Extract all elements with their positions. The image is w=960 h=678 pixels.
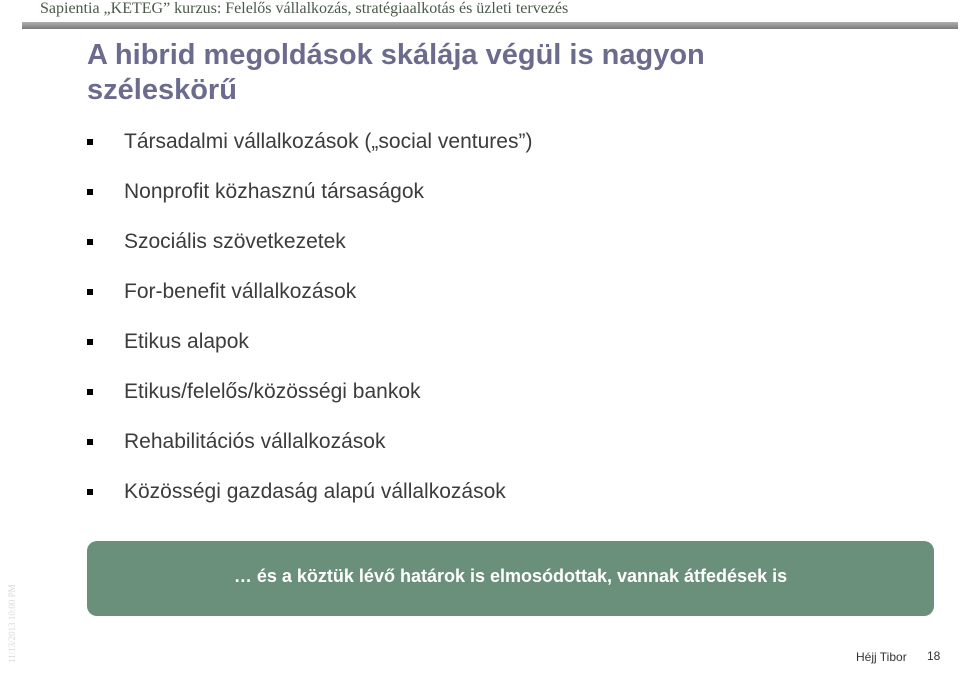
bullet-text: Nonprofit közhasznú társaságok [124,180,424,203]
course-header: Sapientia „KETEG” kurzus: Felelős vállalkozás, stratégiaalkotás és üzleti tervezés [40,0,569,17]
bullet-text: For-benefit vállalkozások [124,280,357,303]
slide-title: A hibrid megoldások skálája végül is nagyon széleskörű [87,39,705,106]
bullet-text: Etikus/felelős/közösségi bankok [124,380,421,403]
square-bullet-icon [87,139,93,145]
list-item [87,117,532,167]
list-item [87,167,532,217]
bullet-text: Közösségi gazdaság alapú vállalkozások [124,480,506,503]
square-bullet-icon [87,289,93,295]
bullet-text: Szociális szövetkezetek [124,230,346,253]
page-number: 18 [927,649,941,663]
list-item [87,317,532,367]
square-bullet-icon [87,439,93,445]
header-divider [22,22,958,29]
list-item [87,367,532,417]
list-item [87,217,532,267]
square-bullet-icon [87,189,93,195]
square-bullet-icon [87,239,93,245]
bullet-text: Etikus alapok [124,330,249,353]
callout-text: … és a köztük lévő határok is elmosódottak, vannak átfedések is [233,566,788,586]
list-item [87,417,532,467]
callout-box [87,541,934,616]
square-bullet-icon [87,389,93,395]
square-bullet-icon [87,489,93,495]
bullet-text: Társadalmi vállalkozások („social ventures”) [124,130,533,153]
date-stamp: 11/13/2013 10:00 PM [7,584,17,663]
list-item [87,267,532,317]
list-item [87,467,532,517]
author-name: Héjj Tibor [856,650,907,664]
bullet-text: Rehabilitációs vállalkozások [124,430,386,453]
square-bullet-icon [87,339,93,345]
bullet-list [87,117,532,517]
